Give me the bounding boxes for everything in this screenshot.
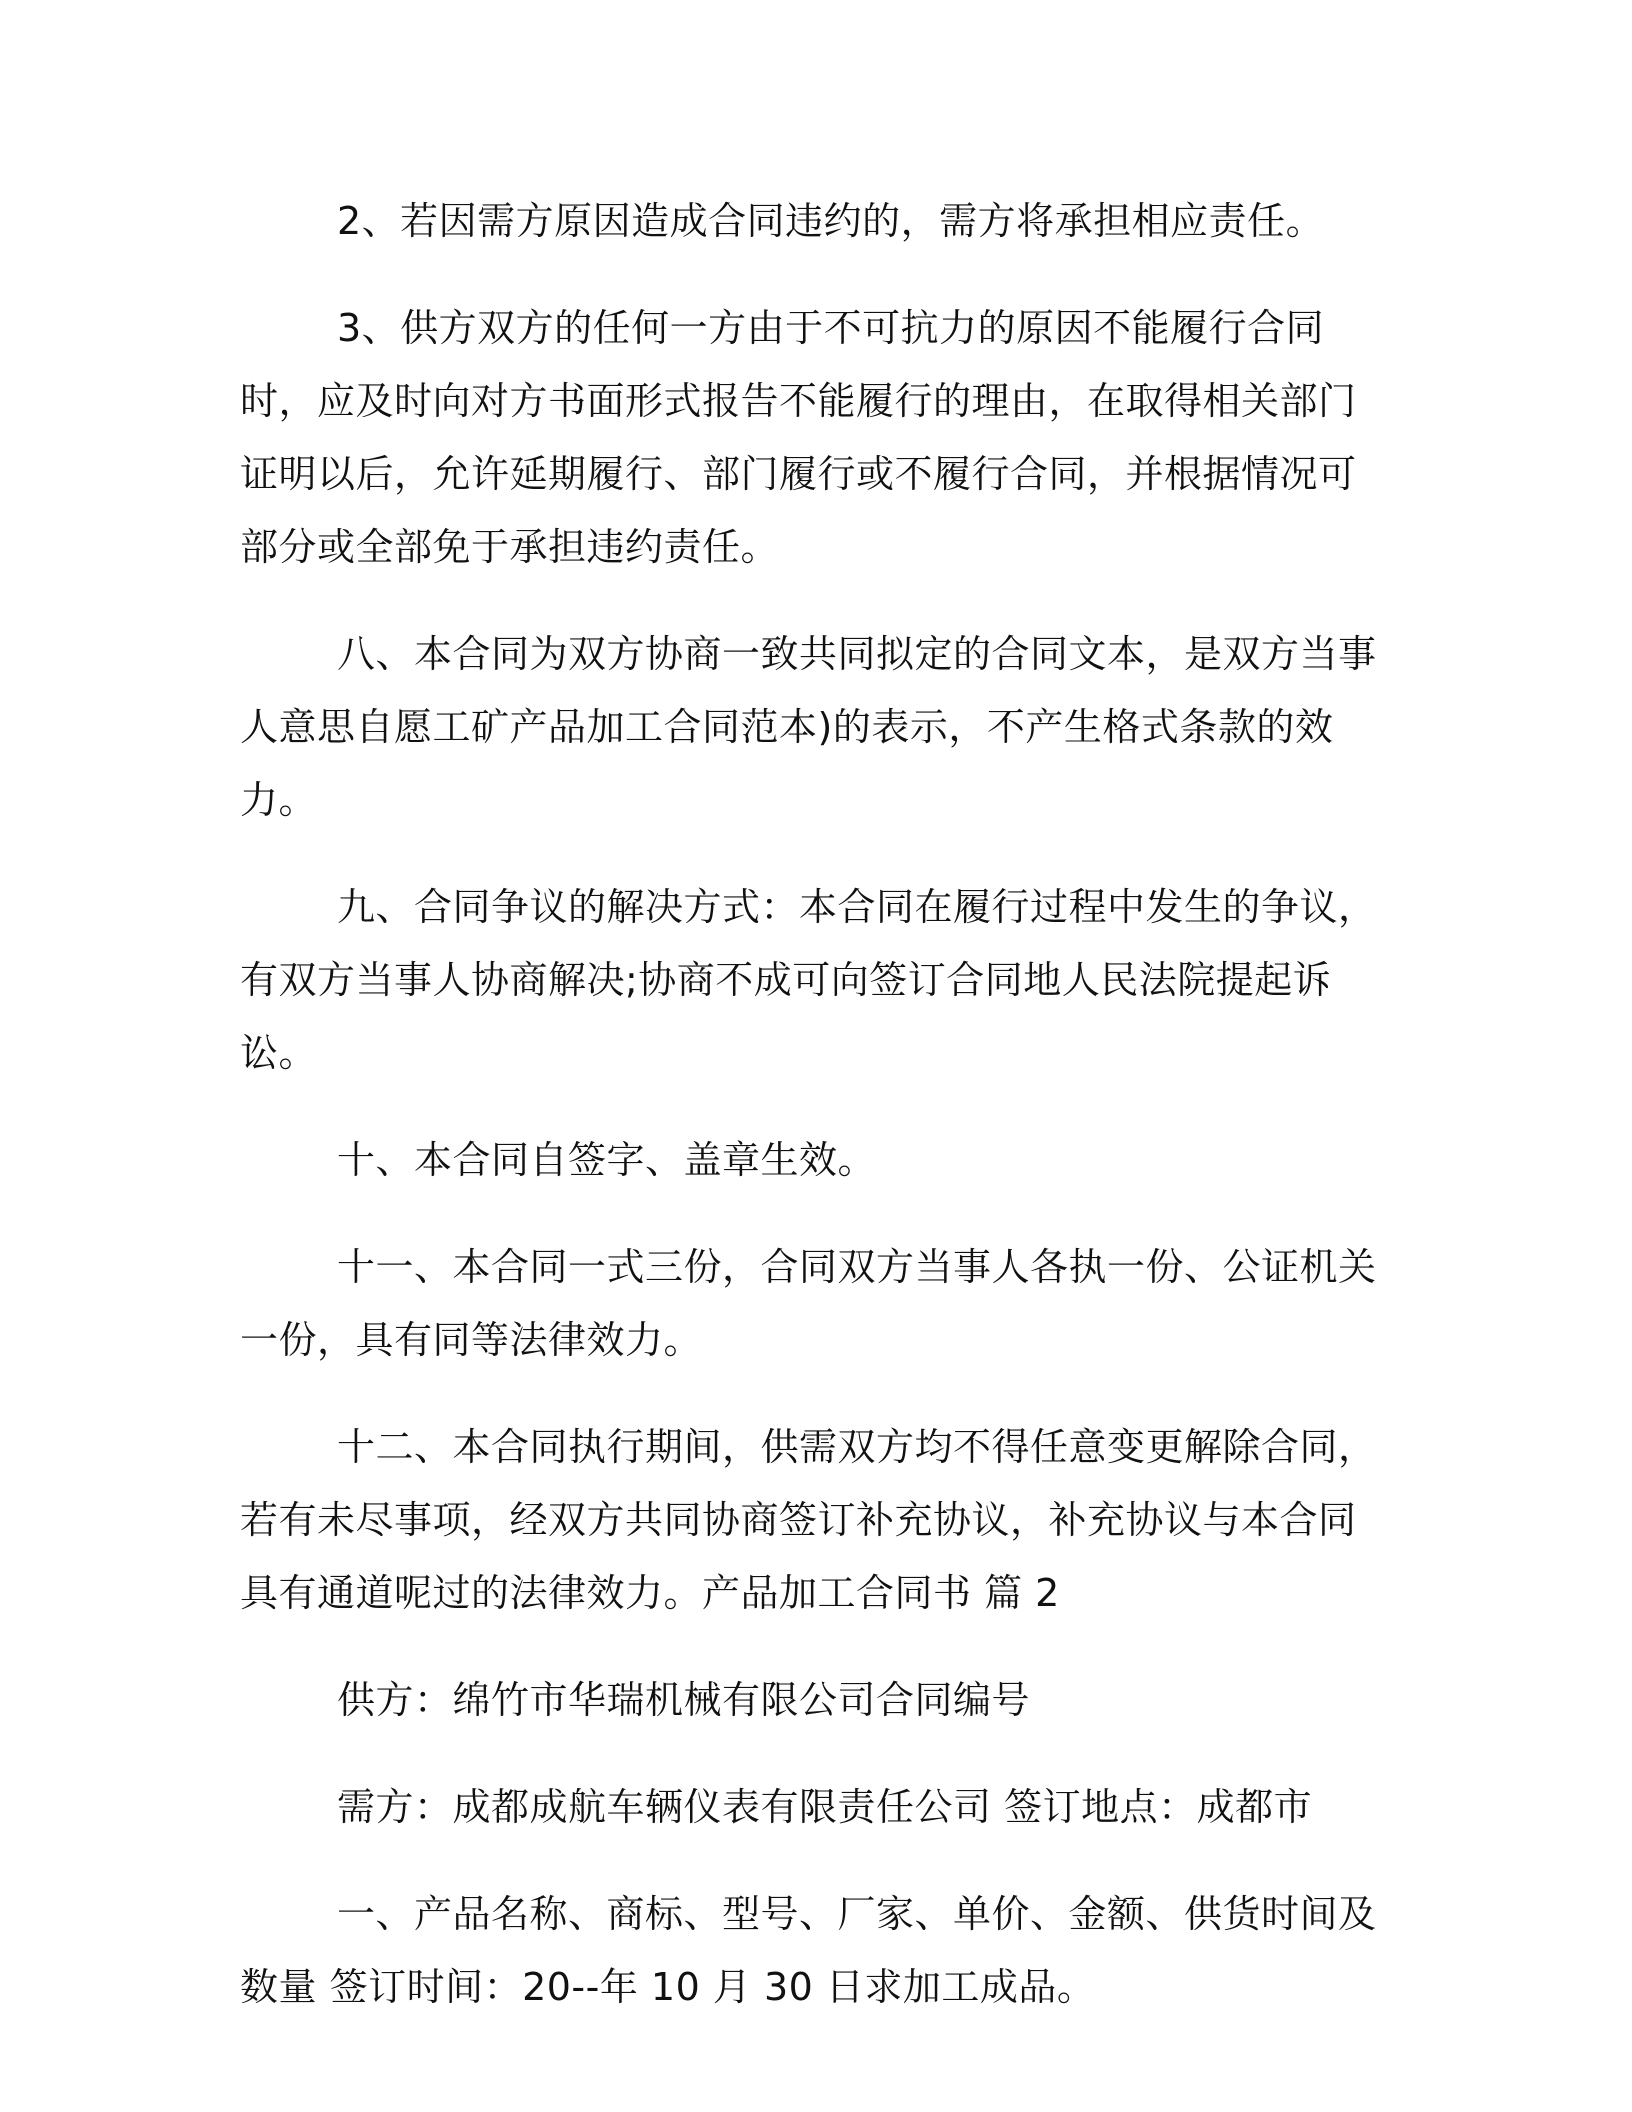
paragraph-article-9: 九、合同争议的解决方式：本合同在履行过程中发生的争议，有双方当事人协商解决;协商不成可向签订合同地人民法院提起诉讼。 (240, 885, 1377, 1075)
document-body (240, 185, 1380, 2024)
paragraph-article-8: 八、本合同为双方协商一致共同拟定的合同文本，是双方当事人意思自愿工矿产品加工合同范本)的表示，不产生格式条款的效力。 (240, 632, 1377, 822)
paragraph-clause-3: 3、供方双方的任何一方由于不可抗力的原因不能履行合同时，应及时向对方书面形式报告不能履行的理由，在取得相关部门证明以后，允许延期履行、部门履行或不履行合同，并根据情况可部分或全部免于承担违约责任。 (240, 306, 1357, 569)
paragraph-article-10: 十、本合同自签字、盖章生效。 (337, 1138, 877, 1182)
paragraph-supplier: 供方：绵竹市华瑞机械有限公司合同编号 (337, 1678, 1031, 1722)
paragraph-buyer: 需方：成都成航车辆仪表有限责任公司 签订地点：成都市 (337, 1785, 1313, 1829)
paragraph-article-1: 一、产品名称、商标、型号、厂家、单价、金额、供货时间及数量 签订时间：20--年 10 月 30 日求加工成品。 (240, 1892, 1377, 2009)
paragraph-article-12: 十二、本合同执行期间，供需双方均不得任意变更解除合同，若有未尽事项，经双方共同协商签订补充协议，补充协议与本合同具有通道呢过的法律效力。产品加工合同书 篇 2 (240, 1425, 1377, 1615)
paragraph-clause-2: 2、若因需方原因造成合同违约的，需方将承担相应责任。 (337, 199, 1325, 243)
paragraph-article-11: 十一、本合同一式三份，合同双方当事人各执一份、公证机关一份，具有同等法律效力。 (240, 1245, 1377, 1362)
